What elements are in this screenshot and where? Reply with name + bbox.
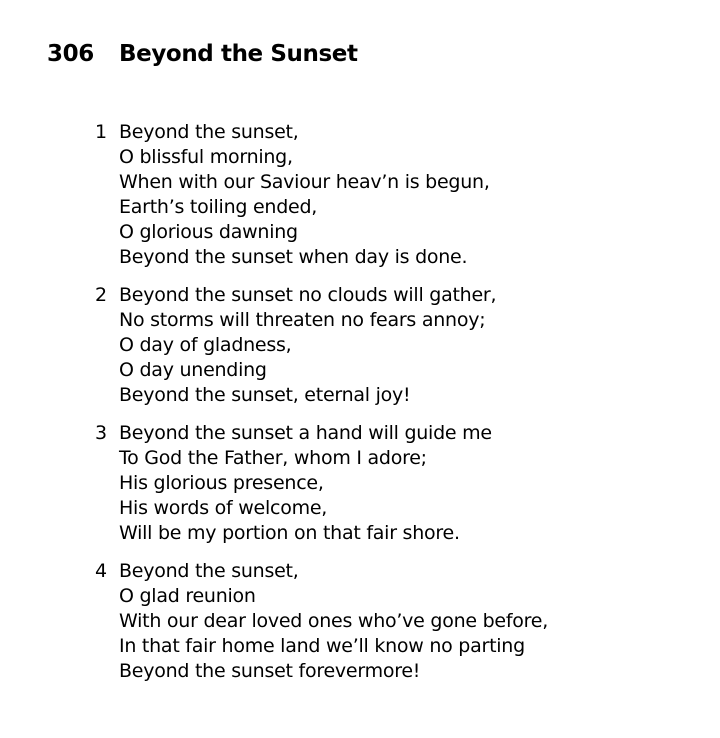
verse-lines (119, 421, 711, 546)
verse-line: Earth’s toiling ended, (119, 196, 318, 218)
verse-line: His glorious presence, (119, 472, 324, 494)
verse-number: 4 (95, 560, 108, 582)
verse-line: To God the Father, whom I adore; (119, 447, 427, 469)
verse-line: Beyond the sunset when day is done. (119, 246, 468, 268)
verse-line: His words of welcome, (119, 497, 328, 519)
verse-number: 3 (95, 422, 108, 444)
verse-line: Beyond the sunset no clouds will gather, (119, 284, 497, 306)
verse-3 (91, 421, 711, 546)
verse-line: Beyond the sunset, (119, 560, 299, 582)
hymn-title: Beyond the Sunset (119, 41, 358, 67)
verse-number: 1 (95, 121, 108, 143)
verse-line: Beyond the sunset forevermore! (119, 660, 421, 682)
verse-2 (91, 283, 711, 408)
verse-1 (91, 120, 711, 270)
verse-lines (119, 283, 711, 408)
verse-line: When with our Saviour heav’n is begun, (119, 171, 490, 193)
verse-number: 2 (95, 284, 108, 306)
verse-line: O blissful morning, (119, 146, 293, 168)
hymn-header (47, 38, 358, 70)
verse-line: In that fair home land we’ll know no parting (119, 635, 525, 657)
verse-line: O day of gladness, (119, 334, 292, 356)
verse-line: With our dear loved ones who’ve gone before, (119, 610, 549, 632)
verse-line: Beyond the sunset, eternal joy! (119, 384, 411, 406)
verse-line: O glorious dawning (119, 221, 298, 243)
hymn-number: 306 (47, 41, 94, 67)
verse-line: Beyond the sunset, (119, 121, 299, 143)
verse-4 (91, 559, 711, 684)
verse-lines (119, 120, 711, 270)
verses-container (91, 120, 711, 697)
verse-line: Beyond the sunset a hand will guide me (119, 422, 492, 444)
verse-line: O day unending (119, 359, 267, 381)
verse-line: O glad reunion (119, 585, 256, 607)
verse-line: No storms will threaten no fears annoy; (119, 309, 486, 331)
verse-lines (119, 559, 711, 684)
verse-line: Will be my portion on that fair shore. (119, 522, 460, 544)
